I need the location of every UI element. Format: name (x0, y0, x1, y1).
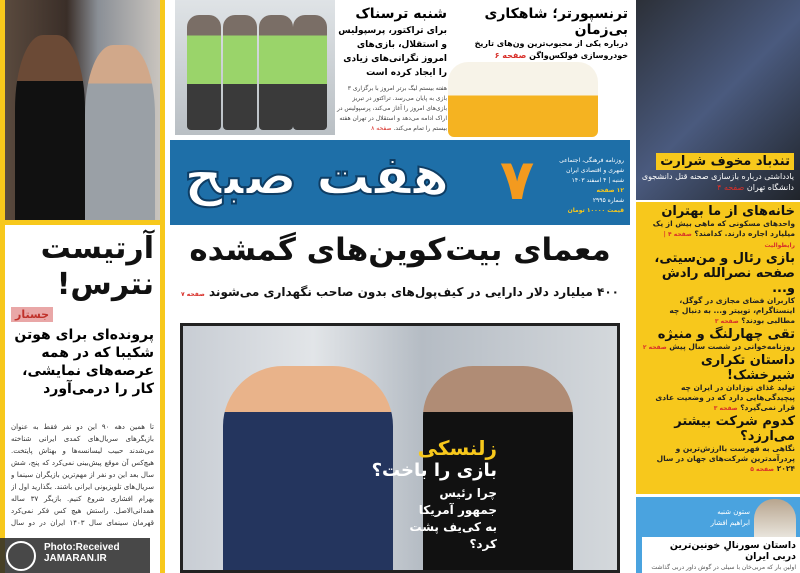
actors-photo (0, 0, 165, 225)
column-text: اولین بار که مربی‌خان با سیلی در گوش داور دربی گذاشت (651, 564, 796, 571)
vw-van-image (448, 62, 598, 137)
caption-subtitle: چرا رئیس جمهور آمریکا به کی‌یف پشت کرد؟ (409, 486, 497, 551)
transporter-title: ترنسپورتر؛ شاهکاری بی‌زمان (484, 6, 628, 38)
left-story (0, 225, 165, 573)
masthead (170, 140, 630, 225)
item-page: صفحه ۲ (642, 344, 667, 351)
column-title: داستان سورنالِ خونین‌ترین دربی ایران (669, 540, 796, 562)
column-author: ابراهیم افشار (710, 519, 750, 527)
right-photo-page: صفحه ۴ (717, 183, 745, 192)
page-count: ۱۲ صفحه (596, 187, 624, 194)
author-photo (754, 499, 796, 537)
item-title: بازی رئال و من‌سیتی، صفحه نصرالله رادش و... (654, 251, 795, 296)
column-box (636, 497, 800, 573)
item-text: واحدهای مسکونی که ماهی بیش از یک میلیارد اجاره دارند. کدامند؟ (652, 219, 795, 238)
sports-page: صفحه ۸ (371, 125, 392, 132)
main-headline: معمای بیت‌کوین‌های گمشده (189, 232, 611, 268)
list-item (641, 414, 795, 475)
column-label: ستون شنبه (717, 508, 750, 516)
main-photo (180, 323, 620, 573)
caption-question: بازی را باخت؟ (371, 460, 497, 481)
trump-figure (223, 366, 393, 573)
right-photo-subtitle: یادداشتی درباره بازسازی صحنه قتل دانشجوی دانشگاه تهران (641, 172, 794, 192)
section-tag: جستار (11, 307, 53, 322)
info-line: شهری و اقتصادی ایران (566, 167, 624, 174)
item-text: کاربران فضای مجازی در گوگل، اینستاگرام، توییتر و... به دنبال چه مطالبی بودند؟ (669, 296, 795, 325)
list-item (641, 327, 795, 353)
main-subheadline (175, 285, 625, 299)
headlines-box (636, 202, 800, 494)
item-text: تولید غذای نوزادان در ایران چه پیچیدگی‌هایی دارد که در وضعیت عادی قرار نمی‌گیرد؟ (655, 383, 795, 412)
main-photo-caption (372, 436, 497, 553)
players-photo (175, 0, 335, 135)
sports-body: هفته بیستم لیگ برتر امروز با برگزاری ۳ بازی به پایان می‌رسد. تراکتور در تبریز بازی‌های امروز را آغاز می‌کند، پرسپولیس در اراک ادامه می‌دهد و استقلال در تهران هفته بیستم را تمام می‌کند. (336, 85, 447, 132)
sports-title: شنبه ترسناک (355, 6, 447, 22)
jamaran-logo-icon (6, 541, 36, 571)
price: قیمت ۱۰۰۰۰ تومان (567, 207, 624, 214)
list-item (641, 353, 795, 414)
issue-number: شماره ۲۹۹۵ (592, 197, 624, 204)
date: شنبه | ۴ اسفند ۱۴۰۳ (571, 177, 624, 184)
credit-line2: JAMARAN.IR (44, 553, 107, 564)
item-page: صفحه ۴ | رایطوالیت (663, 231, 795, 249)
list-item (641, 251, 795, 327)
item-text: نگاهی به فهرست باارزش‌ترین و پردرآمدترین شرکت‌های جهان در سال ۲۰۲۴ (656, 444, 795, 473)
transporter-subtitle: درباره یکی از محبوب‌ترین ون‌های تاریخ خودروسازی فولکس‌واگن (474, 39, 628, 60)
credit-line1: Photo:Received (44, 542, 120, 553)
item-page: صفحه ۳ (714, 318, 739, 325)
item-text: روزنامه‌خوانی در شصت سال پیش (669, 342, 795, 351)
left-story-title: آرتیست نترس! (40, 231, 154, 302)
transporter-page: صفحه ۶ (494, 51, 527, 60)
left-story-body: تا همین دهه ۹۰ این دو نفر فقط به عنوان بازیگرهای سریال‌های کمدی ایرانی شناخته می‌شدند حبیب لیسانسه‌ها و بهتاش پایتخت. هیچ‌کس آن موقع پیش‌بینی نمی‌کرد که پنج، شش سال بعد این دو نفر از مهم‌ترین بازیگران سینما و سریال‌های تلویزیونی ایرانی باشند. بگذارید اول از بهرام افشاری شروع کنیم. بازیگر ۳۷ ساله همدانی‌الاصل. راستش هیچ کس فکر نمی‌کرد قهرمان سینمای سال ۱۴۰۳ ایران در دو سال (11, 423, 154, 527)
item-page: صفحه ۵ (750, 466, 775, 473)
right-photo-caption (636, 150, 794, 193)
item-title: خانه‌های از ما بهتران (661, 204, 795, 219)
photo-credit (0, 538, 150, 573)
list-item (641, 204, 795, 251)
item-title: تقی چهارلنگ و منیژه (657, 327, 795, 342)
left-story-subtitle: پرونده‌ای برای هوتن شکیبا که در همه عرصه‌های نمایشی، کار را درمی‌آورد (14, 327, 154, 397)
item-title: داستان تکراری شیرخشک! (700, 353, 795, 383)
item-page: صفحه ۳ (713, 405, 738, 412)
right-photo-title: تندباد مخوف شرارت (656, 153, 794, 170)
sports-subtitle: برای تراکتور، پرسپولیس و استقلال، بازی‌های امروز نگرانی‌های زیادی را ایجاد کرده است (338, 26, 447, 78)
subheadline-text: ۴۰۰ میلیارد دلار دارایی در کیف‌پول‌های بدون صاحب نگهداری می‌شوند (209, 285, 620, 299)
item-title: کدوم شرکت بیشتر می‌ارزد؟ (674, 414, 795, 444)
masthead-info (554, 156, 624, 216)
sports-story (335, 6, 447, 134)
protest-photo (636, 0, 800, 200)
newspaper-logo: هفت صبح (184, 144, 450, 207)
logo-number: ۷ (500, 148, 535, 213)
subheadline-page: صفحه ۷ (180, 291, 205, 298)
info-line: روزنامه فرهنگی، اجتماعی (559, 157, 624, 164)
transporter-story (450, 6, 628, 62)
caption-title: زلنسکی (417, 436, 497, 460)
